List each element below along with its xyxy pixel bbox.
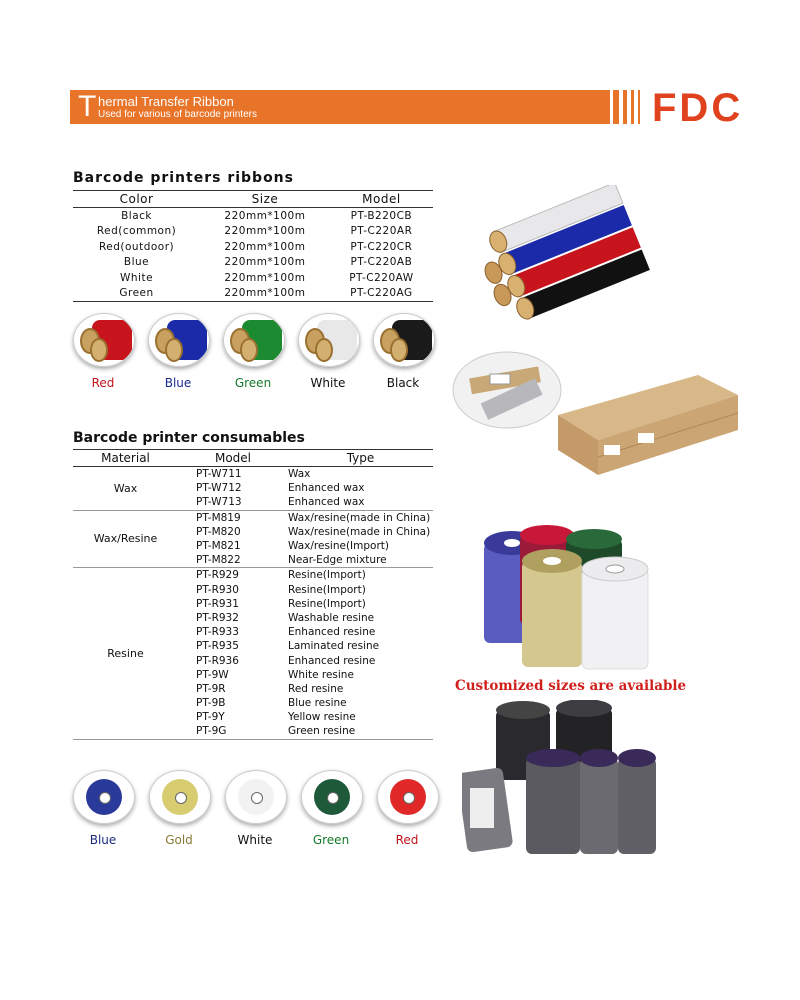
table-cell: 220mm*100m [224,240,306,253]
column-header: Type [288,450,433,467]
column-header: Model [330,191,433,208]
swatch-label: Black [386,376,420,390]
type-cell: Laminated resine [288,640,380,653]
ribbon-roll-icon [148,313,210,367]
column-header: Size [200,191,330,208]
model-cell: PT-M822 [178,553,288,568]
material-cell: Wax/Resine [73,510,178,568]
type-cell: Enhanced wax [288,482,365,495]
table-row [73,239,433,255]
column-header: Material [73,450,178,467]
type-cell: Resine(Import) [288,583,366,596]
swatch-label: Gold [165,833,193,847]
resin-roll-icon [73,770,135,824]
table-row [73,255,433,271]
type-cell: Resine(Import) [288,569,366,582]
material-cell: Wax [73,467,178,511]
ribbons-table [73,190,433,302]
model-cell: PT-9W [196,668,229,681]
table-cell: PT-C220AG [330,286,433,302]
resin-roll-icon [301,770,363,824]
type-cell: White resine [288,668,354,681]
table-row [73,286,433,302]
type-cell: Enhanced resine [288,626,376,639]
swatch-label: White [310,376,346,390]
banner-stripe [631,90,634,124]
swatch-label: Blue [164,376,192,390]
swatch-label: Red [91,376,115,390]
table-row [73,568,433,583]
table-cell: PT-C220AB [350,256,413,269]
type-cell: Wax/resine(made in China) [288,525,431,538]
model-cell: PT-R929 [196,569,239,582]
model-cell: PT-9R [196,682,226,695]
table-cell: 220mm*100m [224,225,306,238]
header-banner [70,90,610,124]
model-cell: PT-M821 [196,540,241,553]
table-cell: Blue [123,256,150,269]
ribbon-roll-icon [73,313,135,367]
ribbon-roll-icon [373,313,435,367]
model-cell: PT-9G [178,724,288,739]
customized-sizes-note: Customized sizes are available [455,678,687,694]
table-cell: PT-C220AR [350,225,413,238]
type-cell: Enhanced wax [288,495,433,510]
type-cell: Wax/resine(Import) [288,540,389,553]
table-cell: White [120,271,154,284]
table-cell: PT-C220AW [349,271,414,284]
resin-roll-icon [377,770,439,824]
banner-stripe [638,90,640,124]
table-row [73,510,433,525]
table-cell: 220mm*100m [224,256,306,269]
model-cell: PT-R933 [196,626,239,639]
packaged-ribbon-photo [452,350,562,430]
type-cell: Resine(Import) [288,597,366,610]
model-cell: PT-R936 [196,654,239,667]
model-cell: PT-R930 [196,583,239,596]
banner-subtitle: Used for various of barcode printers [98,109,257,120]
type-cell: Wax/resine(made in China) [288,511,431,524]
material-cell: Resine [73,568,178,739]
model-cell: PT-9B [196,697,226,710]
banner-stripe [623,90,627,124]
table-row [73,224,433,240]
type-cell: Blue resine [288,697,347,710]
swatch-label: Green [312,833,350,847]
table-row [73,467,433,482]
type-cell: Washable resine [288,611,375,624]
column-header: Color [73,191,200,208]
table-cell: Green [73,286,200,302]
model-cell: PT-9Y [196,711,225,724]
model-cell: PT-W712 [196,482,242,495]
model-cell: PT-M820 [196,525,241,538]
swatch-label: Green [234,376,272,390]
resin-roll-icon [149,770,211,824]
table-cell: Red(outdoor) [98,240,175,253]
ribbon-roll-icon [223,313,285,367]
type-cell: Near-Edge mixture [288,553,433,568]
consumables-table [73,449,433,740]
table-cell: PT-B220CB [350,209,413,222]
swatch-label: White [237,833,273,847]
model-cell: PT-R935 [196,640,239,653]
table-row [73,208,433,224]
type-cell: Yellow resine [288,711,356,724]
table-cell: 220mm*100m [200,286,330,302]
brand-logo: FDC [652,86,744,130]
table-cell: 220mm*100m [224,271,306,284]
table-cell: Red(common) [96,225,177,238]
model-cell: PT-W711 [196,468,242,481]
type-cell: Enhanced resine [288,654,376,667]
type-cell: Red resine [288,682,344,695]
colored-resin-rolls-photo [470,525,660,670]
swatch-label: Red [395,833,419,847]
table-cell: Black [121,209,152,222]
column-header: Model [178,450,288,467]
section-title-consumables: Barcode printer consumables [73,430,305,446]
ribbon-roll-icon [298,313,360,367]
table-row [73,270,433,286]
resin-roll-icon [225,770,287,824]
model-cell: PT-W713 [178,495,288,510]
model-cell: PT-M819 [196,511,241,524]
swatch-label: Blue [89,833,117,847]
banner-initial: T [78,90,97,123]
boxed-ribbons-photo [548,365,748,485]
type-cell: Green resine [288,724,433,739]
ribbon-rolls-photo [480,185,650,335]
black-resin-rolls-photo [462,700,662,870]
section-title-ribbons: Barcode printers ribbons [73,170,294,186]
table-cell: 220mm*100m [224,209,306,222]
type-cell: Wax [288,468,311,481]
table-cell: PT-C220CR [350,240,413,253]
model-cell: PT-R931 [196,597,239,610]
banner-stripe [613,90,619,124]
banner-title: hermal Transfer Ribbon [98,94,234,109]
model-cell: PT-R932 [196,611,239,624]
